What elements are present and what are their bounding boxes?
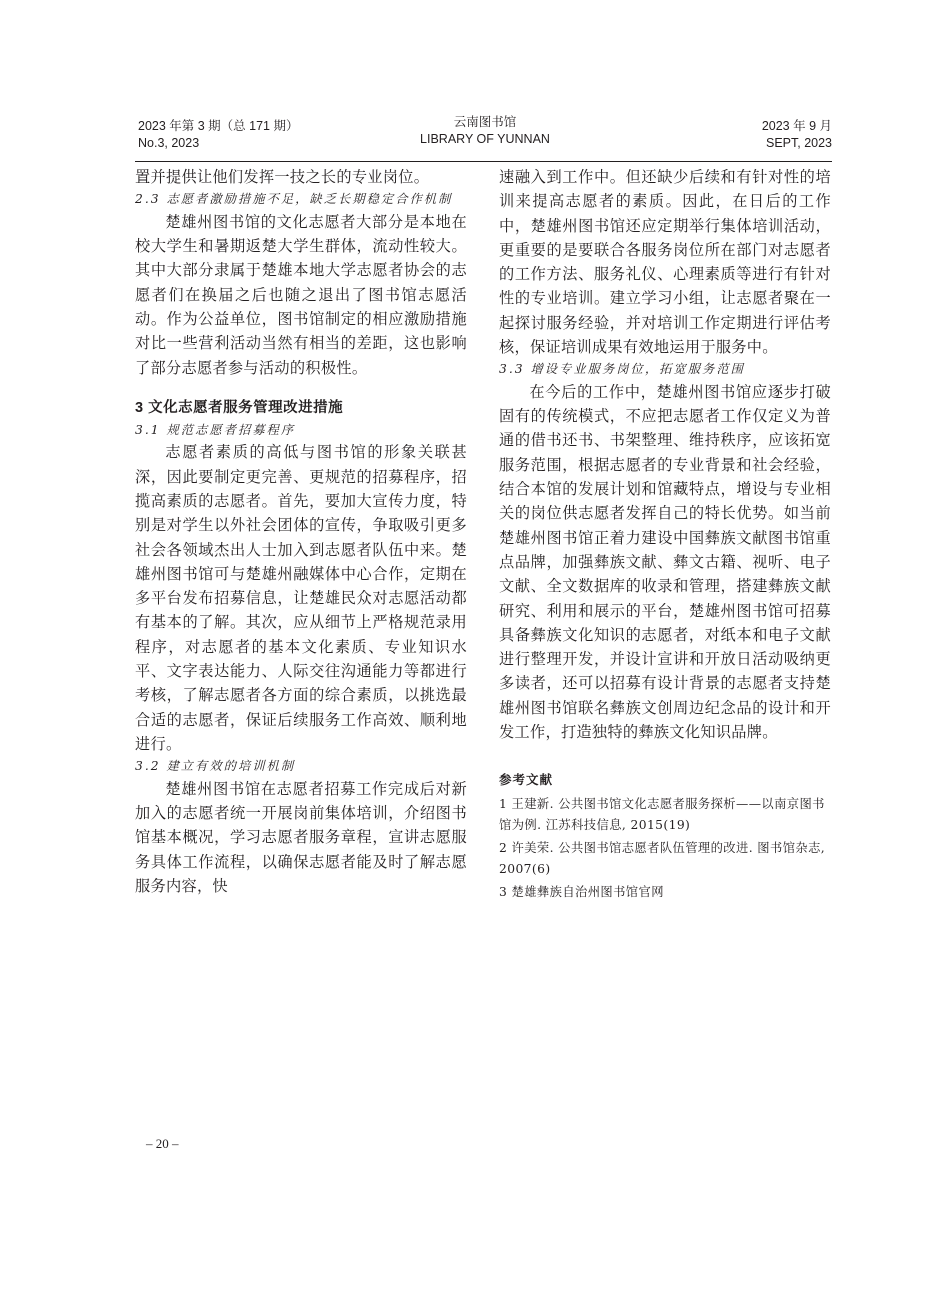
date-cn: 2023 年 9 月 (761, 119, 832, 133)
header-rule (135, 161, 832, 162)
paragraph: 速融入到工作中。但还缺少后续和有针对性的培训来提高志愿者的素质。因此，在日后的工作中，楚雄州图书馆还应定期举行集体培训活动，更重要的是要联合各服务岗位所在部门对志愿者的工作方法、服务礼仪、心理素质等进行有针对性的专业培训。建立学习小组，让志愿者聚在一起探讨服务经验，并对培训工作定期进行评估考核，保证培训成果有效地运用于服务中。 (499, 168, 831, 357)
paragraph: 楚雄州图书馆的文化志愿者大部分是本地在校大学生和暑期返楚大学生群体，流动性较大。其中大部分隶属于楚雄本地大学志愿者协会的志愿者们在换届之后也随之退出了图书馆志愿活动。作为公益单位，图书馆制定的相应激励措施对比一些营利活动当然有相当的差距，这也影响了部分志愿者参与活动的积极性。 (135, 212, 467, 377)
issue-cn: 2023 年第 3 期（总 171 期） (138, 119, 299, 133)
reference-item: 3 楚雄彝族自治州图书馆官网 (499, 885, 664, 900)
subsection-heading: 2.3 志愿者激励措施不足，缺乏长期稳定合作机制 (135, 192, 453, 207)
right-column (499, 165, 831, 906)
paragraph: 志愿者素质的高低与图书馆的形象关联甚深，因此要制定更完善、更规范的招募程序，招揽高素质的志愿者。首先，要加大宣传力度，特别是对学生以外社会团体的宣传，争取吸引更多社会各领域杰出人士加入到志愿者队伍中来。楚雄州图书馆可与楚雄州融媒体中心合作，定期在多平台发布招募信息，让楚雄民众对志愿活动都有基本的了解。其次，应从细节上严格规范录用程序，对志愿者的基本文化素质、专业知识水平、文字表达能力、人际交往沟通能力等都进行考核，了解志愿者各方面的综合素质，以挑选最合适的志愿者，保证后续服务工作高效、顺利地进行。 (135, 443, 467, 753)
left-column (135, 165, 467, 898)
reference-item: 2 许美荣. 公共图书馆志愿者队伍管理的改进. 图书馆杂志, 2007(6) (499, 841, 826, 876)
subsection-heading: 3.3 增设专业服务岗位，拓宽服务范围 (499, 362, 745, 377)
subsection-heading: 3.2 建立有效的培训机制 (135, 759, 296, 774)
subsection-heading: 3.1 规范志愿者招募程序 (135, 422, 296, 437)
journal-date (762, 118, 832, 152)
reference-item: 1 王建新. 公共图书馆文化志愿者服务探析——以南京图书馆为例. 江苏科技信息, 2015(19) (499, 797, 825, 832)
paragraph: 楚雄州图书馆在志愿者招募工作完成后对新加入的志愿者统一开展岗前集体培训，介绍图书馆基本概况，学习志愿者服务章程，宣讲志愿服务具体工作流程，以确保志愿者能及时了解志愿服务内容，快 (135, 779, 467, 895)
references-heading: 参考文献 (499, 773, 554, 788)
journal-title (138, 114, 832, 148)
journal-title-cn: 云南图书馆 (453, 115, 517, 129)
page-number: – 20 – (146, 1136, 179, 1151)
journal-title-en: LIBRARY OF YUNNAN (420, 132, 550, 146)
date-en: SEPT, 2023 (765, 136, 832, 150)
page-header (138, 115, 832, 160)
paragraph: 在今后的工作中，楚雄州图书馆应逐步打破固有的传统模式，不应把志愿者工作仅定义为普通的借书还书、书架整理、维持秩序，应该拓宽服务范围，根据志愿者的专业背景和社会经验，结合本馆的发展计划和馆藏特点，增设与专业相关的岗位供志愿者发挥自己的特长优势。如当前楚雄州图书馆正着力建设中国彝族文献图书馆重点品牌，加强彝族文献、彝文古籍、视听、电子文献、全文数据库的收录和管理，搭建彝族文献研究、利用和展示的平台，楚雄州图书馆可招募具备彝族文化知识的志愿者，对纸本和电子文献进行整理开发，并设计宣讲和开放日活动吸纳更多读者，还可以招募有设计背景的志愿者支持楚雄州图书馆联名彝族文创周边纪念品的设计和开发工作，打造独特的彝族文化知识品牌。 (499, 382, 831, 742)
issue-en: No.3, 2023 (138, 136, 200, 150)
section-heading: 3 文化志愿者服务管理改进措施 (135, 399, 344, 416)
paragraph: 置并提供让他们发挥一技之长的专业岗位。 (135, 168, 430, 186)
